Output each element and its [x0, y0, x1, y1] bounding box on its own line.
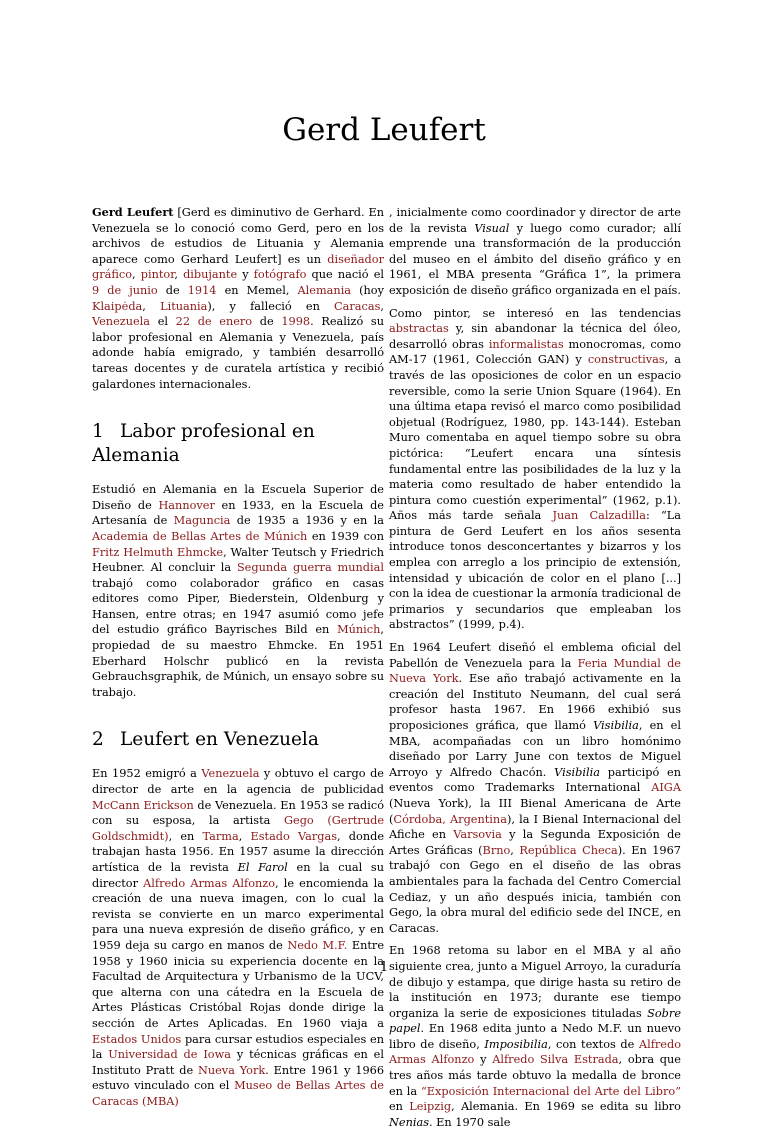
- wiki-link[interactable]: pintor: [140, 268, 175, 282]
- text-run: ,: [142, 299, 161, 313]
- text-run: y: [474, 1053, 493, 1067]
- wiki-link[interactable]: Tarma: [202, 829, 239, 843]
- section-number: 1: [92, 421, 104, 443]
- text-run: y: [237, 268, 254, 282]
- text-run: . Entre 1961 y 1966 estuvo vinculado con el: [92, 1063, 385, 1093]
- text-run: Como pintor, se interesó en las tendencias: [389, 306, 681, 320]
- text-run: , en el MBA, acompañadas con un libro homónimo diseñado por Larry June con textos de Miguel Arroyo y Alfredo Chacón.: [389, 719, 681, 779]
- text-run: en: [389, 1100, 410, 1114]
- italic-text: Imposibilia: [484, 1037, 548, 1051]
- wiki-link[interactable]: Nedo M.F.: [287, 938, 348, 952]
- italic-text: El Farol: [237, 861, 288, 874]
- text-run: de 1935 a 1936 y en la: [230, 514, 384, 528]
- wiki-link[interactable]: Gego (Gertrude Goldschmidt): [92, 814, 385, 843]
- text-run: y obtuvo el cargo de director de arte en la agencia de publicidad: [92, 767, 384, 797]
- text-run: monocromas, como AM-17 (1961, Colección GAN) y: [389, 337, 681, 367]
- page-title: Gerd Leufert: [282, 112, 486, 148]
- text-run: de: [157, 283, 188, 297]
- wiki-link[interactable]: Segunda guerra mundial: [236, 561, 385, 575]
- text-run: ). En 1967 trabajó con Gego en el diseño de las obras ambientales para la fachada del Centro Comercial Cediaz, y un año después inicia, también con Gego, la obra mural del edificio sede del INCE, en Caracas.: [389, 843, 681, 935]
- text-run: y, sin abandonar la técnica del óleo, desarrolló obras: [389, 322, 681, 351]
- text-run: . En 1968 edita junto a Nedo M.F. un nuevo libro de diseño,: [389, 1022, 681, 1051]
- wiki-link[interactable]: Museo de Bellas Artes de Caracas (MBA): [92, 1079, 384, 1108]
- wiki-link[interactable]: Maguncia: [173, 514, 231, 528]
- wiki-link[interactable]: fotógrafo: [253, 268, 307, 282]
- text-run: en 1933, en la Escuela de Artesanía de: [92, 498, 384, 528]
- text-run: para cursar estudios especiales en la: [92, 1032, 384, 1062]
- text-run: . Ese año trabajó activamente en la creación del Instituto Neumann, del cual será profesor hasta 1967. En 1966 exhibió sus proposiciones gráfica, que llamó: [389, 672, 682, 732]
- text-run: : “La pintura de Gerd Leufert en los años sesenta introduce tonos desconcertantes y bizarros y los emplea con arreglo a los principio de extensión, intensidad y ubicación de color en el plano [...] con la idea de cuestionar la armonía tradicional de primarios y secundarios que empleaban los abstractos” (1999, p.4).: [389, 509, 681, 632]
- wiki-link[interactable]: Fritz Helmuth Ehmcke: [92, 545, 224, 559]
- paragraph-venezuela-1-continued: [389, 205, 681, 299]
- text-run: el: [150, 315, 176, 329]
- wiki-link[interactable]: Venezuela: [92, 315, 151, 329]
- wiki-link[interactable]: Estados Unidos: [92, 1032, 182, 1046]
- text-run: ), la I Bienal Internacional del Afiche en: [389, 812, 681, 842]
- wiki-link[interactable]: República Checa: [519, 843, 618, 857]
- text-run: [Gerd es diminutivo de Gerhard. En Venezuela se lo conoció como Gerd, pero en los archivos de estudios de Lituania y Alemania aparece como Gerhard Leufert] es un: [92, 206, 384, 266]
- wiki-link[interactable]: diseñador gráfico: [92, 252, 384, 282]
- wiki-link[interactable]: Alfredo Silva Estrada: [492, 1053, 619, 1067]
- wiki-link[interactable]: Múnich: [337, 623, 381, 637]
- text-run: En 1968 retoma su labor en el MBA y al año siguiente crea, junto a Miguel Arroyo, la curaduría de dibujo y estampa, que dirige hasta su retiro de la institución en 1973; durante ese tiempo organiza la serie de exposiciones tituladas: [389, 944, 681, 1020]
- text-run: , a través de las oposiciones de color en un espacio reversible, como la serie Union Square (1964). En una última etapa revisó el marco como posibilidad objetual (Rodríguez, 1980, pp. 143-144). Esteban Muro comentaba en aquel tiempo sobre su obra pictórica: “Leufert encara una síntesis fundamental entre las posibilidades de la luz y la materia como resultado de haber entendido la pintura como cuestión experimental” (1962, p.1). Años más tarde señala: [389, 353, 681, 523]
- text-run: ,: [380, 299, 384, 313]
- wiki-link[interactable]: dibujante: [183, 268, 238, 282]
- italic-text: Sobre papel: [389, 1006, 681, 1036]
- wiki-link[interactable]: Alemania: [297, 283, 352, 297]
- text-run: y la Segunda Exposición de Artes Gráficas (: [389, 828, 681, 857]
- text-run: En 1964 Leufert diseñó el emblema oficial del Pabellón de Venezuela para la: [389, 641, 681, 670]
- wiki-link[interactable]: Klaipėda: [92, 299, 143, 313]
- text-run: , inicialmente como coordinador y director de arte de la revista: [389, 206, 681, 235]
- section-heading-venezuela: [92, 728, 384, 752]
- section-heading-alemania: [92, 420, 384, 468]
- text-run: (Nueva York), la III Bienal Americana de Arte (: [389, 796, 681, 826]
- wiki-link[interactable]: Córdoba, Argentina: [393, 812, 507, 826]
- text-run: participó en eventos como Trademarks International: [389, 765, 681, 795]
- wiki-link[interactable]: AIGA: [651, 781, 681, 795]
- wiki-link[interactable]: 22 de enero: [175, 315, 253, 329]
- wiki-link[interactable]: Varsovia: [453, 828, 502, 842]
- wiki-link[interactable]: Brno: [482, 843, 511, 857]
- wiki-link[interactable]: Estado Vargas: [250, 829, 338, 843]
- wiki-link[interactable]: Feria Mundial de Nueva York: [389, 656, 681, 686]
- text-run: , con textos de: [547, 1037, 639, 1051]
- text-run: y técnicas gráficas en el Instituto Pratt de: [92, 1048, 384, 1077]
- text-run: de Venezuela. En 1953 se radicó con su esposa, la artista: [92, 798, 384, 828]
- wiki-link[interactable]: informalistas: [488, 337, 564, 351]
- text-run: ,: [510, 843, 520, 857]
- text-run: En 1952 emigró a: [92, 767, 202, 781]
- wiki-link[interactable]: abstractas: [389, 322, 449, 336]
- wiki-link[interactable]: Leipzig: [409, 1100, 452, 1114]
- italic-text: Visibilia: [593, 719, 639, 732]
- wiki-link[interactable]: Caracas: [334, 299, 381, 313]
- text-run: . En 1970 sale: [429, 1115, 511, 1129]
- right-column: [389, 205, 681, 1137]
- text-run: , propiedad de su maestro Ehmcke. En 1951 Eberhard Holschr publicó en la revista Gebrauchsgraphik, de Múnich, un ensayo sobre su trabajo.: [92, 623, 384, 699]
- paragraph-1964: [389, 640, 681, 936]
- wiki-link[interactable]: 9 de junio: [92, 283, 158, 297]
- wiki-link[interactable]: Alfredo Armas Alfonzo: [143, 876, 276, 890]
- text-run: Estudió en Alemania en la Escuela Superior de Diseño de: [92, 483, 384, 512]
- italic-text: Visual: [474, 221, 510, 235]
- wiki-link[interactable]: Hannover: [158, 498, 215, 512]
- text-run: ,: [132, 268, 141, 282]
- paragraph-pintor: [389, 306, 681, 633]
- text-run: Entre 1958 y 1960 inicia su experiencia docente en la Facultad de Arquitectura y Urbanismo de la UCV, que alterna con una cátedra en la Escuela de Artes Plásticas Cristóbal Rojas donde dirige la sección de Artes Aplicadas. En 1960 viaja a: [92, 938, 385, 1030]
- text-run: (hoy: [351, 283, 384, 297]
- text-run: , en: [168, 829, 203, 843]
- text-run: , obra que tres años más tarde obtuvo la medalla de bronce en la: [389, 1053, 681, 1098]
- wiki-link[interactable]: Lituania: [160, 299, 208, 313]
- section-title: Labor profesional en Alemania: [92, 421, 315, 467]
- page-number: 1: [379, 960, 389, 975]
- text-run: , le encomienda la creación de una nueva imagen, con lo cual la revista se convierte en un marco experimental para una nueva expresión de diseño gráfico, y en 1959 deja su cargo en manos de: [92, 876, 384, 952]
- bold-text: Gerd Leufert: [92, 205, 174, 219]
- text-run: en 1939 con: [307, 529, 384, 543]
- text-run: ,: [174, 268, 184, 282]
- wiki-link[interactable]: Venezuela: [201, 767, 260, 781]
- italic-text: Visibilia: [554, 765, 600, 779]
- wiki-link[interactable]: constructivas: [587, 353, 665, 367]
- wiki-link[interactable]: Alfredo Armas Alfonzo: [389, 1037, 681, 1067]
- section-title: Leufert en Venezuela: [120, 729, 319, 751]
- wiki-link[interactable]: Juan Calzadilla: [552, 509, 646, 523]
- text-run: y luego como curador; allí emprende una transformación de la producción del museo en el ámbito del diseño gráfico y en 1961, el MBA presenta “Gráfica 1”, la primera exposición de diseño gráfico organizada en el país.: [389, 221, 681, 297]
- section-number: 2: [92, 729, 104, 751]
- text-run: en Memel,: [216, 283, 298, 297]
- wiki-link[interactable]: McCann Erickson: [92, 798, 194, 812]
- text-run: ,: [238, 829, 251, 843]
- text-run: de: [252, 315, 282, 329]
- intro-paragraph: [92, 205, 384, 392]
- text-run: , donde trabajan hasta 1956. En 1957 asume la dirección artística de la revista: [92, 829, 385, 874]
- text-run: . Realizó su labor profesional en Alemania y Venezuela, país adonde había emigrado, y también desarrolló tareas docentes y de curatela artística y recibió galardones internacionales.: [92, 315, 384, 391]
- text-run: en la cual su director: [92, 861, 384, 890]
- wiki-link[interactable]: 1914: [187, 283, 217, 297]
- wiki-link[interactable]: 1998: [281, 315, 311, 329]
- text-run: , Walter Teutsch y Friedrich Heubner. Al concluir la: [92, 545, 384, 575]
- paragraph-venezuela-1: [92, 766, 384, 1109]
- wiki-link[interactable]: Academia de Bellas Artes de Múnich: [92, 529, 308, 543]
- left-column: [92, 205, 384, 1117]
- wiki-link[interactable]: “Exposición Internacional del Arte del Libro”: [421, 1084, 682, 1098]
- paragraph-alemania: [92, 482, 384, 700]
- text-run: , Alemania. En 1969 se edita su libro: [451, 1100, 681, 1114]
- wiki-link[interactable]: Universidad de Iowa: [108, 1048, 231, 1062]
- italic-text: Nenias: [389, 1115, 429, 1129]
- text-run: ), y falleció en: [207, 299, 335, 313]
- text-run: que nació el: [306, 268, 384, 282]
- text-run: trabajó como colaborador gráfico en casas editores como Piper, Biederstein, Oldenburg y Hansen, entre otras; en 1947 asumió como jefe del estudio gráfico Bayrisches Bild en: [92, 576, 384, 637]
- wiki-link[interactable]: Nueva York: [197, 1063, 266, 1077]
